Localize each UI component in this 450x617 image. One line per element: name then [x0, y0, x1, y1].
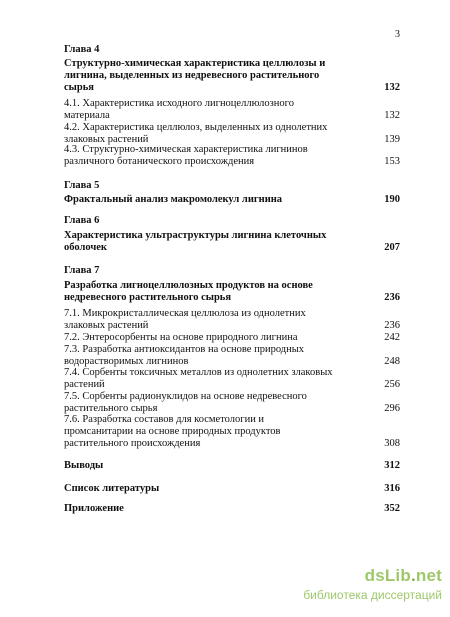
toc-entry	[64, 144, 400, 168]
toc-entry-text: Список литературы	[64, 483, 160, 494]
watermark-logo-dot: .	[410, 566, 416, 585]
watermark-logo-tld: net	[415, 566, 442, 585]
toc-entry	[64, 280, 400, 304]
toc-entry-text: Структурно-химическая характеристика целлюлозы и лигнина, выделенных из недревесного растительного сырья	[64, 58, 326, 93]
toc-entry	[64, 44, 400, 56]
toc-entry	[64, 367, 400, 391]
toc-entry	[64, 265, 400, 277]
toc-entry-text: Глава 7	[64, 265, 100, 276]
toc-entry-text: Разработка лигноцеллюлозных продуктов на основе недревесного растительного сырья	[64, 280, 313, 303]
toc-entry-page: 316	[384, 483, 400, 494]
toc-entry-text: 4.3. Структурно-химическая характеристика лигнинов различного ботанического происхождения	[64, 144, 308, 167]
toc-entry-text: 7.5. Сорбенты радионуклидов на основе недревесного растительного сырья	[64, 391, 307, 414]
toc-entry-page: 132	[384, 110, 400, 121]
toc-entry-text: Выводы	[64, 460, 104, 471]
toc-entry-text: Глава 6	[64, 215, 100, 226]
toc-entry-text: 7.3. Разработка антиоксидантов на основе природных водорастворимых лигнинов	[64, 344, 305, 367]
toc-entry	[64, 414, 400, 450]
toc-entry	[64, 122, 400, 146]
toc-entry	[64, 230, 400, 254]
toc-entry	[64, 344, 400, 368]
toc-entry-text: 4.1. Характеристика исходного лигноцеллюлозного материала	[64, 98, 294, 121]
toc-entry	[64, 391, 400, 415]
toc-entry	[64, 503, 400, 515]
toc-entry-page: 296	[384, 403, 400, 414]
toc-entry	[64, 194, 400, 206]
toc-entry	[64, 460, 400, 472]
toc-entry	[64, 308, 400, 332]
toc-entry	[64, 180, 400, 192]
page-number: 3	[395, 29, 400, 40]
toc-entry-text: 7.1. Микрокристаллическая целлюлоза из однолетних злаковых растений	[64, 308, 306, 331]
toc-entry	[64, 332, 400, 344]
toc-entry-page: 242	[384, 332, 400, 343]
toc-entry-page: 256	[384, 379, 400, 390]
toc-entry-page: 236	[384, 320, 400, 331]
toc-entry-page: 236	[384, 292, 400, 303]
toc-entry	[64, 215, 400, 227]
toc-entry-page: 190	[384, 194, 400, 205]
watermark	[300, 566, 450, 602]
toc-entry-page: 312	[384, 460, 400, 471]
toc-entry-text: Глава 5	[64, 180, 100, 191]
watermark-subtitle: библиотека диссертаций	[303, 588, 442, 602]
toc-entry-text: Фрактальный анализ макромолекул лигнина	[64, 194, 283, 205]
toc-entry-page: 139	[384, 134, 400, 145]
toc-entry-text: 7.4. Сорбенты токсичных металлов из однолетних злаковых растений	[64, 367, 333, 390]
watermark-logo	[300, 566, 442, 586]
toc-entry-page: 153	[384, 156, 400, 167]
toc-entry-text: Приложение	[64, 503, 124, 514]
toc-entry-page: 248	[384, 356, 400, 367]
toc-entry-text: 7.2. Энтеросорбенты на основе природного лигнина	[64, 332, 298, 343]
toc-entry-page: 132	[384, 82, 400, 93]
toc-entry-text: Глава 4	[64, 44, 100, 55]
toc-entry-text: 4.2. Характеристика целлюлоз, выделенных из однолетних злаковых растений	[64, 122, 328, 145]
toc-entry-page: 308	[384, 438, 400, 449]
toc-entry-text: 7.6. Разработка составов для косметологии и промсанитарии на основе природных продуктов растительного происхождения	[64, 414, 281, 449]
toc-entry-page: 207	[384, 242, 400, 253]
toc-entry-page: 352	[384, 503, 400, 514]
toc-entry	[64, 58, 400, 94]
watermark-logo-main: dsLib	[364, 566, 411, 585]
toc-entry	[64, 483, 400, 495]
toc-entry-text: Характеристика ультраструктуры лигнина клеточных оболочек	[64, 230, 327, 253]
toc-entry	[64, 98, 400, 122]
